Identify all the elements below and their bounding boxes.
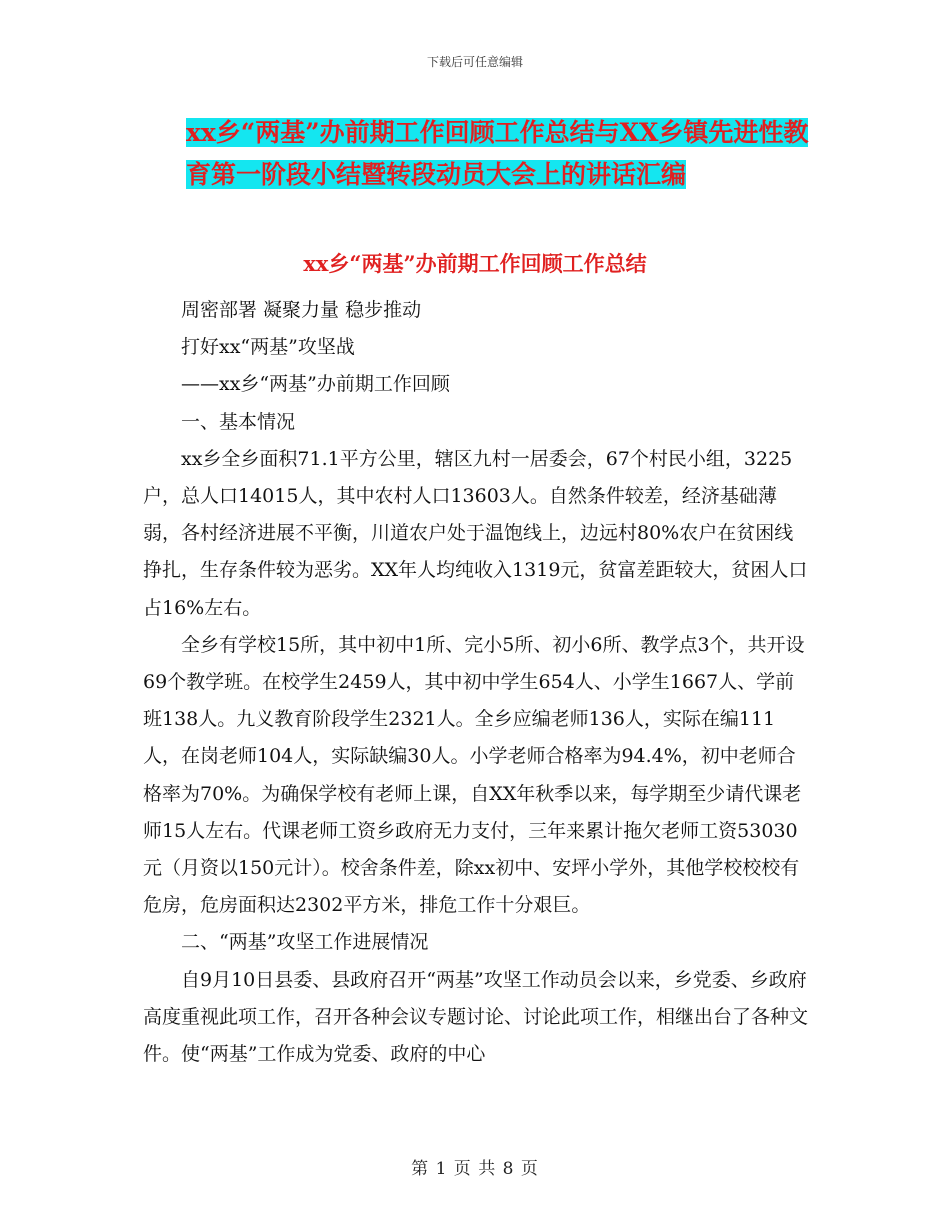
- page-footer: 第 1 页 共 8 页: [411, 1159, 539, 1179]
- body-text: [143, 292, 808, 1073]
- paragraph: 全乡有学校15所，其中初中1所、完小5所、初小6所、教学点3个，共开设69个教学班。在校学生2459人，其中初中学生654人、小学生1667人、学前班138人。九义教育阶段学生2321人。全乡应编老师136人，实际在编111人，在岗老师104人，实际缺编30人。小学老师合格率为94.4%，初中老师合格率为70%。为确保学校有老师上课，自XX年秋季以来，每学期至少请代课老师15人左右。代课老师工资乡政府无力支付，三年来累计拖欠老师工资53030元（月资以150元计）。校舍条件差，除xx初中、安坪小学外，其他学校校校有危房，危房面积达2302平方米，排危工作十分艰巨。: [143, 633, 805, 917]
- document-title: [186, 112, 826, 196]
- section-title: xx乡“两基”办前期工作回顾工作总结: [303, 251, 647, 276]
- paragraph: 打好xx“两基”攻坚战: [181, 336, 355, 359]
- document-title-text: xx乡“两基”办前期工作回顾工作总结与XX乡镇先进性教育第一阶段小结暨转段动员大会上的讲话汇编: [186, 118, 809, 189]
- paragraph: 二、“两基”攻坚工作进展情况: [181, 931, 429, 954]
- paragraph: 周密部署 凝聚力量 稳步推动: [181, 299, 422, 321]
- header-note: 下载后可任意编辑: [426, 55, 523, 69]
- paragraph: 一、基本情况: [181, 410, 296, 433]
- paragraph: 自9月10日县委、县政府召开“两基”攻坚工作动员会以来，乡党委、乡政府高度重视此项工作，召开各种会议专题讨论、讨论此项工作，相继出台了各种文件。使“两基”工作成为党委、政府的中心: [143, 968, 809, 1066]
- paragraph: xx乡全乡面积71.1平方公里，辖区九村一居委会，67个村民小组，3225户，总人口14015人，其中农村人口13603人。自然条件较差，经济基础薄弱，各村经济进展不平衡，川道农户处于温饱线上，边远村80%农户在贫困线挣扎，生存条件较为恶劣。XX年人均纯收入1319元，贫富差距较大，贫困人口占16%左右。: [143, 447, 808, 619]
- paragraph: ——xx乡“两基”办前期工作回顾: [181, 373, 450, 396]
